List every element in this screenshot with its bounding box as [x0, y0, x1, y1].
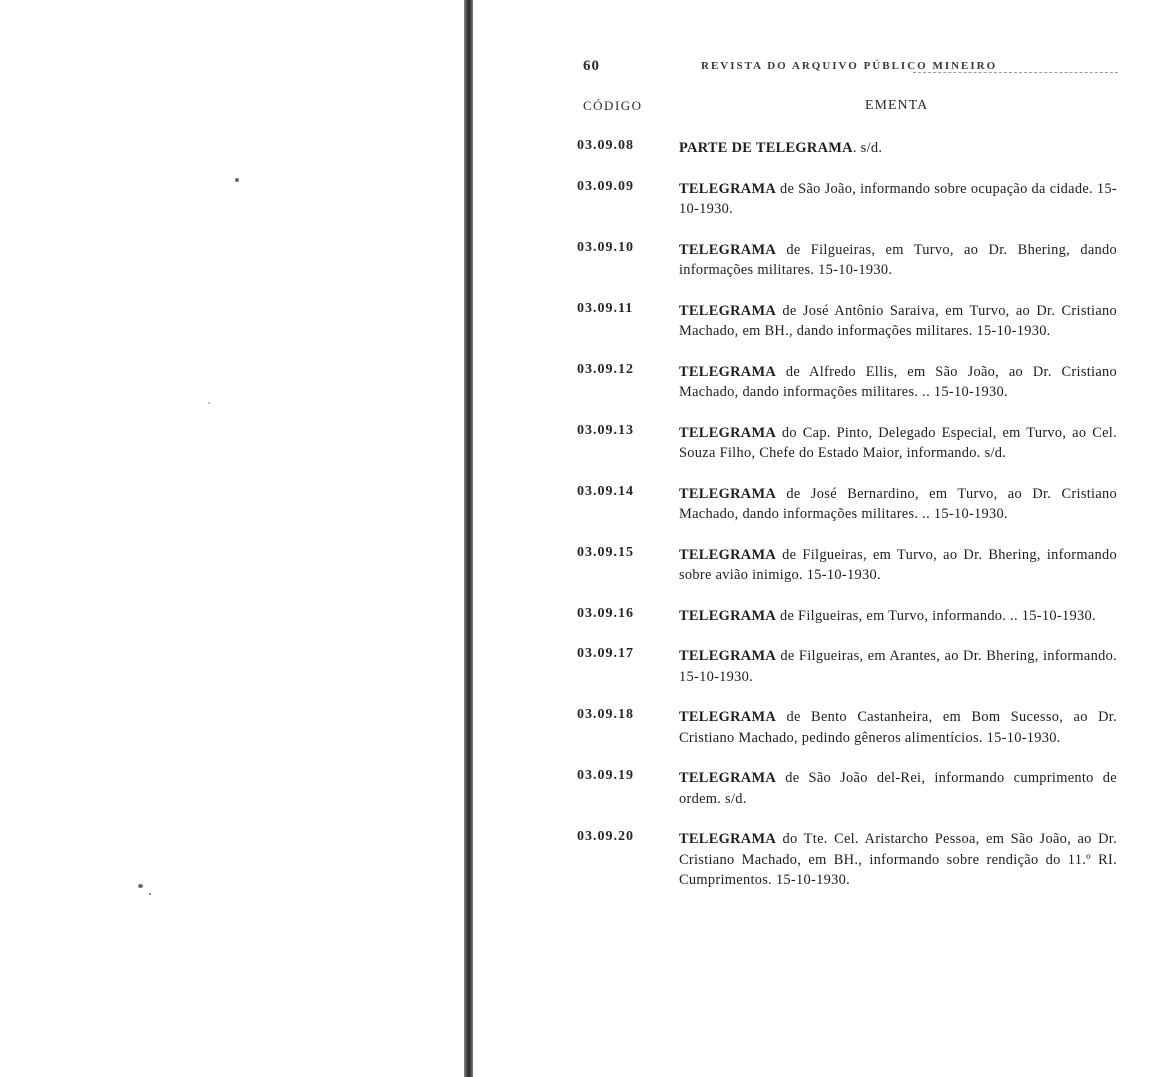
entry-rest: de Filgueiras, em Turvo, ao Dr. Bhering, dando informações militares. 15-10-1930.: [679, 241, 1117, 278]
entry-lead: TELEGRAMA: [679, 546, 777, 563]
list-item: [577, 545, 1117, 586]
header-rule: [913, 72, 1118, 73]
page-speck: [149, 893, 151, 895]
entry-lead: TELEGRAMA: [679, 709, 777, 725]
page-speck: [208, 402, 210, 404]
entry-rest: de Filgueiras, em Turvo, informando. .. 15-10-1930.: [776, 607, 1096, 624]
list-item: [577, 423, 1117, 464]
entry-lead: TELEGRAMA: [679, 607, 777, 624]
entry-text: [679, 484, 1117, 525]
entry-text: [679, 240, 1117, 281]
list-item: [577, 484, 1117, 525]
entry-code: 03.09.10: [577, 239, 634, 255]
running-head: [583, 58, 1123, 78]
entry-lead: TELEGRAMA: [679, 180, 777, 197]
entry-code: 03.09.20: [577, 829, 634, 844]
entry-lead: TELEGRAMA: [679, 770, 777, 786]
entry-rest: de São João, informando sobre ocupação da cidade. 15-10-1930.: [679, 180, 1117, 217]
journal-title: REVISTA DO ARQUIVO PÚBLICO MINEIRO: [701, 60, 998, 72]
page-speck: [235, 178, 239, 182]
entry-lead: PARTE DE TELEGRAMA: [679, 140, 853, 156]
page-speck: [138, 884, 143, 888]
entry-code: 03.09.09: [577, 178, 634, 194]
column-headers: [583, 98, 1123, 118]
entry-code: 03.09.11: [577, 300, 634, 316]
list-item: [577, 829, 1117, 891]
list-item: [577, 646, 1117, 687]
entry-lead: TELEGRAMA: [679, 302, 777, 319]
entry-rest: de Filgueiras, em Arantes, ao Dr. Bhering, informando. 15-10-1930.: [679, 648, 1117, 685]
entry-rest: de José Bernardino, em Turvo, ao Dr. Cristiano Machado, dando informações militares. .. 15-10-1930.: [679, 485, 1117, 522]
entry-text: [679, 768, 1117, 809]
list-item: [577, 362, 1117, 403]
list-item: [577, 768, 1117, 809]
left-blank-page: [0, 0, 462, 1077]
list-item: [577, 606, 1117, 627]
entry-text: [679, 707, 1117, 748]
entry-lead: TELEGRAMA: [679, 485, 777, 502]
entry-text: [679, 423, 1117, 464]
entry-rest: . s/d.: [852, 140, 883, 156]
entry-text: [679, 606, 1117, 627]
entry-code: 03.09.13: [577, 422, 634, 438]
column-header-ementa: EMENTA: [865, 98, 929, 113]
list-item: [577, 179, 1117, 220]
list-item: [577, 707, 1117, 748]
entry-text: [679, 545, 1117, 586]
entry-text: [679, 829, 1117, 891]
list-item: [577, 138, 1117, 159]
entry-code: 03.09.19: [577, 768, 634, 783]
entry-code: 03.09.17: [577, 646, 634, 661]
entry-rest: do Tte. Cel. Aristarcho Pessoa, em São João, ao Dr. Cristiano Machado, em BH., informando sobre rendição do 11.º RI. Cumprimentos. 15-10-1930.: [679, 831, 1117, 888]
column-header-code: CÓDIGO: [583, 98, 643, 113]
entry-lead: TELEGRAMA: [679, 363, 777, 380]
list-item: [577, 301, 1117, 342]
entry-rest: de Alfredo Ellis, em São João, ao Dr. Cristiano Machado, dando informações militares. .. 15-10-1930.: [679, 363, 1117, 400]
entry-text: [679, 362, 1117, 403]
entry-rest: de Bento Castanheira, em Bom Sucesso, ao Dr. Cristiano Machado, pedindo gêneros alimentícios. 15-10-1930.: [679, 709, 1117, 746]
entry-text: [679, 646, 1117, 687]
entry-rest: de José Antônio Saraiva, em Turvo, ao Dr. Cristiano Machado, em BH., dando informações militares. 15-10-1930.: [679, 302, 1117, 339]
entry-code: 03.09.08: [577, 138, 634, 153]
entry-rest: de São João del-Rei, informando cumprimento de ordem. s/d.: [679, 770, 1117, 807]
page-number: 60: [583, 58, 600, 74]
entry-code: 03.09.16: [577, 605, 634, 621]
entry-code: 03.09.14: [577, 483, 634, 499]
entry-text: [679, 138, 1117, 159]
entry-list: [577, 138, 1117, 891]
list-item: [577, 240, 1117, 281]
entry-code: 03.09.15: [577, 544, 634, 560]
entry-code: 03.09.18: [577, 707, 634, 722]
entry-text: [679, 179, 1117, 220]
entry-text: [679, 301, 1117, 342]
right-page: [473, 0, 1153, 1077]
entry-rest: de Filgueiras, em Turvo, ao Dr. Bhering, informando sobre avião inimigo. 15-10-1930.: [679, 546, 1117, 583]
entry-lead: TELEGRAMA: [679, 648, 777, 664]
entry-lead: TELEGRAMA: [679, 831, 777, 847]
entry-lead: TELEGRAMA: [679, 241, 777, 258]
book-gutter: [464, 0, 473, 1077]
entry-code: 03.09.12: [577, 361, 634, 377]
entry-lead: TELEGRAMA: [679, 424, 777, 441]
entry-rest: do Cap. Pinto, Delegado Especial, em Turvo, ao Cel. Souza Filho, Chefe do Estado Maior, informando. s/d.: [679, 424, 1117, 461]
